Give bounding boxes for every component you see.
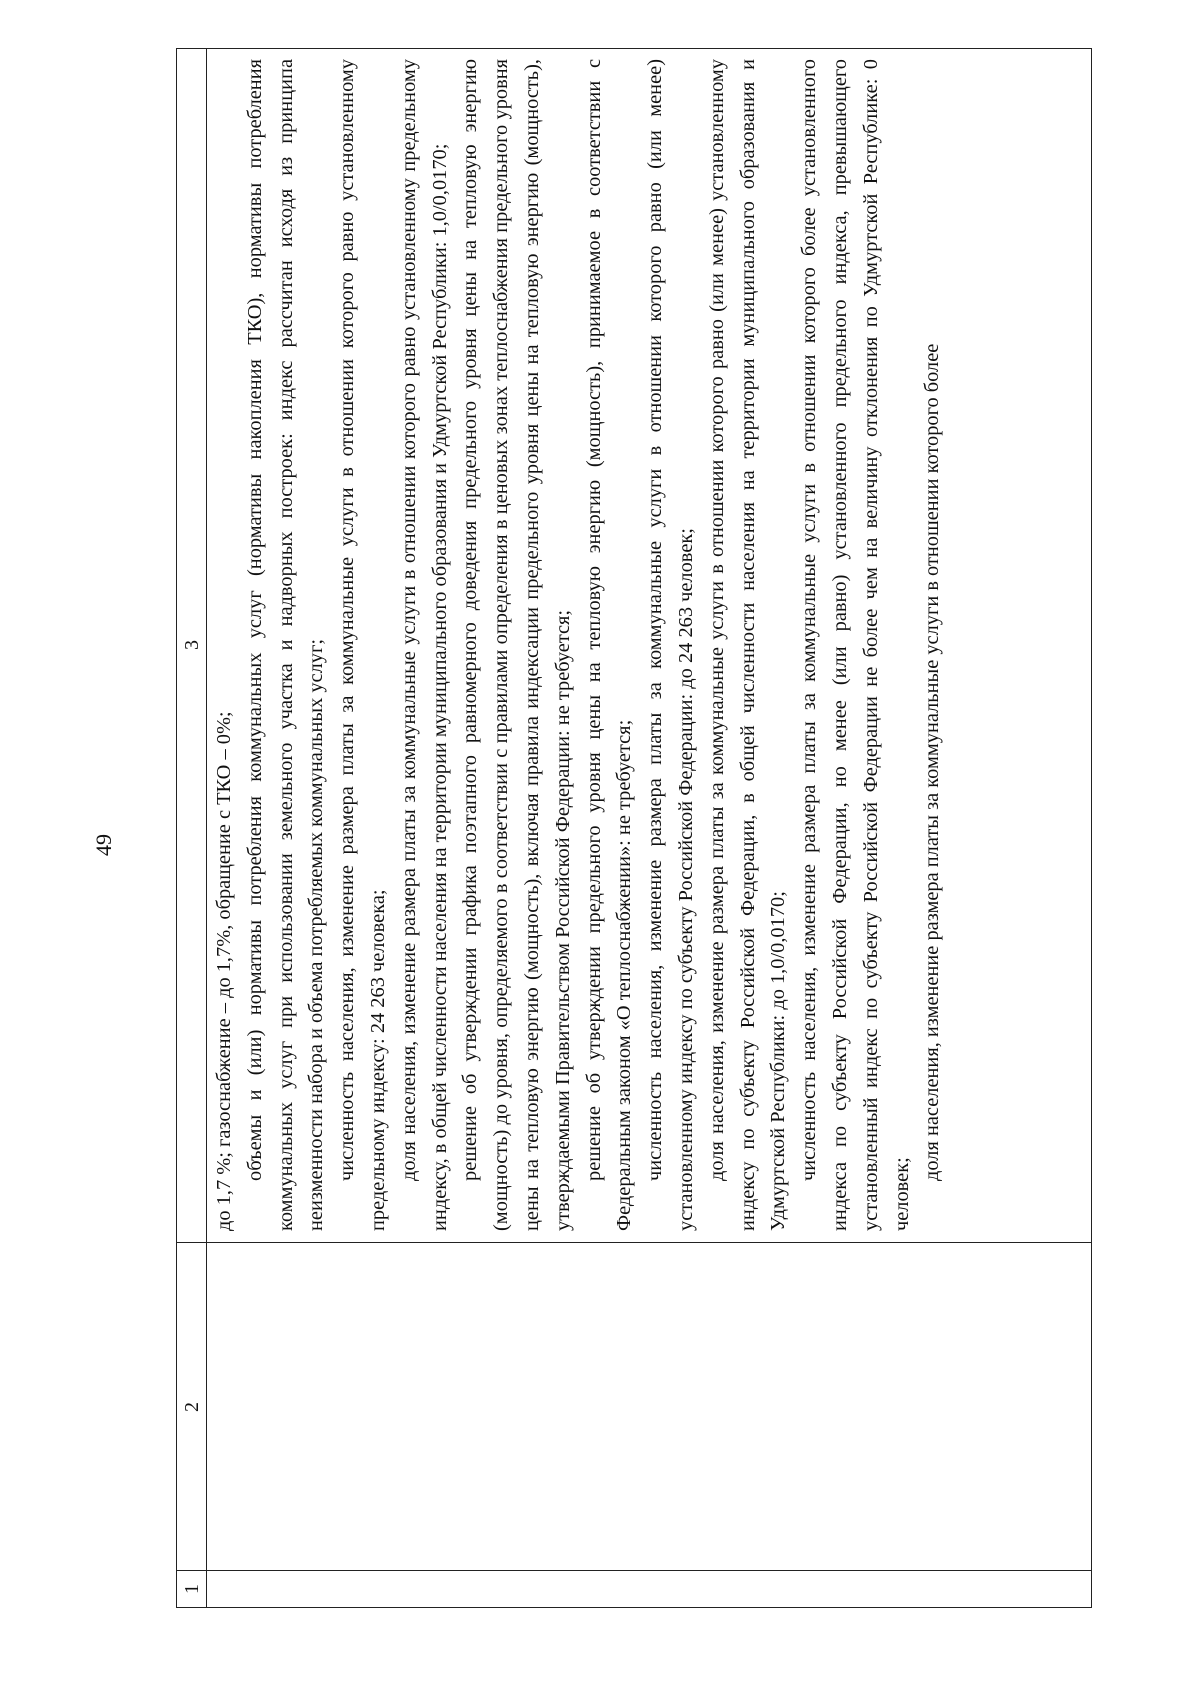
header-col-2: 2	[181, 1402, 203, 1412]
paragraph: численность населения, изменение размера платы за коммунальные услуги в отношении которого равно установленному предельному индексу: 24 263 человека;	[336, 59, 389, 1231]
paragraph: численность населения, изменение размера платы за коммунальные услуги в отношении которого более установленного индекса по субъекту Российской Федерации, но менее (или равно) установленного предельного индекса, превышающего установленный индекс по субъекту Российской Федерации не более чем на величину отклонения по Удмуртской Республике: 0 человек;	[798, 59, 913, 1231]
table-header-row	[177, 49, 207, 1607]
column-divider-1	[177, 1570, 1091, 1571]
paragraph: доля населения, изменение размера платы за коммунальные услуги в отношении которого равно установленному предельному индексу, в общей численности населения на территории муниципального образования и Удмуртской Республики: 1,0/0,0170;	[397, 59, 451, 1231]
paragraph: решение об утверждении предельного уровня цены на тепловую энергию (мощность), принимаемое в соответствии с Федеральным законом «О теплоснабжении»: не требуется;	[582, 59, 636, 1231]
paragraph: до 1,7 %; газоснабжение – до 1,7%, обращение с ТКО – 0%;	[213, 711, 235, 1231]
rotated-table-wrapper	[176, 48, 1092, 1608]
paragraph: численность населения, изменение размера платы за коммунальные услуги в отношении которого равно (или менее) установленному индексу по субъекту Российской Федерации: до 24 263 человек;	[644, 59, 697, 1231]
header-col-3: 3	[181, 640, 203, 650]
paragraph: доля населения, изменение размера платы за коммунальные услуги в отношении которого более	[921, 343, 944, 1181]
paragraph: объемы и (или) нормативы потребления коммунальных услуг (нормативы накопления ТКО), нормативы потребления коммунальных услуг при использовании земельного участка и надворных построек: индекс рассчитан исходя из принципа неизменности набора и объема потребляемых коммунальных услуг;	[243, 59, 328, 1231]
column-3-content	[209, 59, 1089, 1231]
tariff-table	[176, 48, 1092, 1608]
column-divider-2	[177, 1242, 1091, 1243]
header-col-1: 1	[181, 1584, 203, 1594]
paragraph: доля населения, изменение размера платы за коммунальные услуги в отношении которого равно (или менее) установленному индексу по субъекту Российской Федерации, в общей численности населения на территории муниципального образования и Удмуртской Республики: до 1,0/0,0170;	[705, 59, 790, 1231]
paragraph: решение об утверждении графика поэтапного равномерного доведения предельного уровня цены на тепловую энергию (мощность) до уровня, определяемого в соответствии с правилами определения в ценовых зонах теплоснабжения предельного уровня цены на тепловую энергию (мощность), включая правила индексации предельного уровня цены на тепловую энергию (мощность), утверждаемыми Правительством Российской Федерации: не требуется;	[459, 59, 574, 1231]
page-number: 49	[91, 834, 116, 856]
